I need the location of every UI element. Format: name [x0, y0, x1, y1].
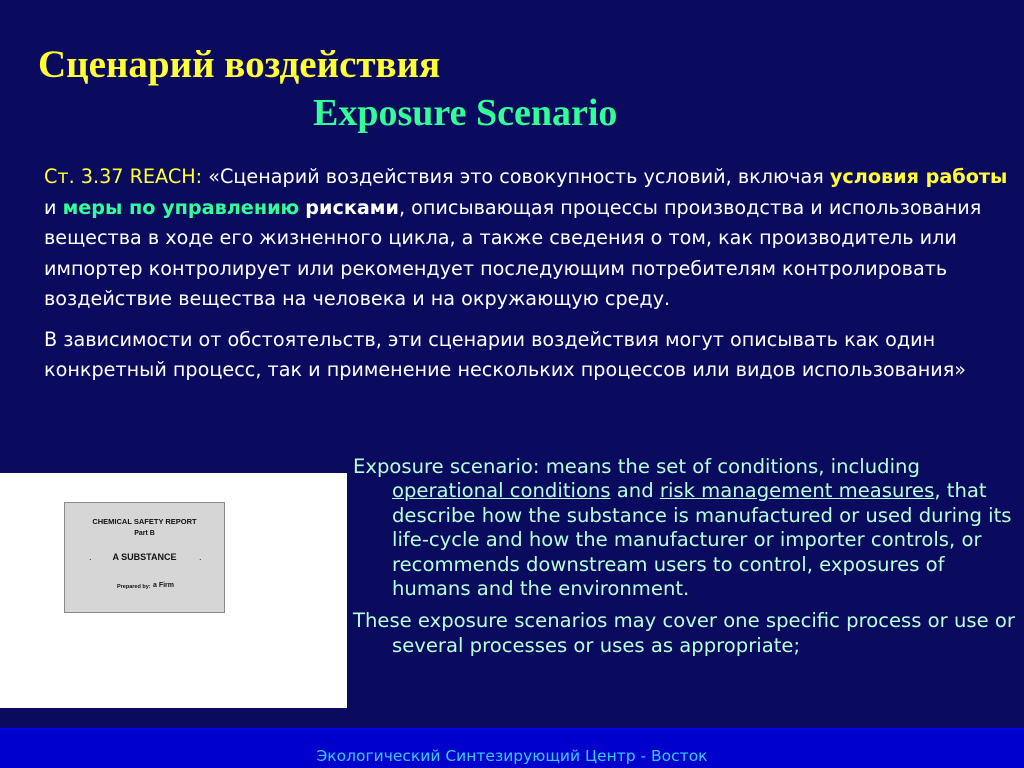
slide-title-ru: Сценарий воздействия [38, 43, 441, 86]
term-working-conditions: условия работы [829, 165, 1008, 188]
report-firm: a Firm [153, 582, 175, 589]
ru-conjunction: и [44, 195, 63, 219]
en-definition-block [353, 455, 1018, 658]
footer-org-name: Экологический Синтезирующий Центр - Восток [316, 747, 708, 765]
term-risks: рисками [305, 195, 399, 219]
operational-conditions-text: operational conditions [392, 479, 611, 503]
report-image-panel [0, 473, 347, 708]
reach-article-reference: Ст. 3.37 REACH: [44, 165, 203, 188]
footer-bar [0, 728, 1024, 768]
ru-paragraph-2: В зависимости от обстоятельств, эти сценарии воздействия могут описывать как один конкретный процесс, так и применение нескольких процессов или видов использования» [44, 327, 967, 381]
report-part: Part B [134, 530, 155, 537]
slide-title-en: Exposure Scenario [313, 92, 618, 134]
en-paragraph-2: These exposure scenarios may cover one specific process or use or several processes or uses as appropriate; [353, 609, 1015, 657]
ru-definition-intro: «Сценарий воздействия это совокупность условий, включая [202, 165, 830, 188]
en-paragraph-1: Exposure scenario: means the set of conditions, including operational conditions and risk management measures, that describe how the substance is manufactured or used during its life-cycle and how the manufacturer or importer controls, or recommends downstream users to control, exposures of humans and the environment. [353, 455, 1012, 601]
risk-management-measures-text: risk management measures [659, 479, 935, 503]
ru-paragraph-1 [44, 162, 1019, 315]
report-prepared-label: Prepared by: [117, 584, 151, 590]
report-substance: A SUBSTANCE [112, 552, 177, 562]
ru-definition-rest: , описывающая процессы производства и использования вещества в ходе его жизненного цикла, а также сведения о том, как производитель или импортер контролирует или рекомендует последующим потребителям контролировать воздействие вещества на человека и на окружающую среду. [44, 195, 982, 310]
chemical-safety-report-cover: CHEMICAL SAFETY REPORT Part B . A SUBSTANCE . Prepared by: a Firm [64, 502, 225, 613]
ru-definition-block [44, 162, 1019, 386]
term-risk-management: меры по управлению [62, 195, 300, 219]
report-title: CHEMICAL SAFETY REPORT [92, 517, 197, 526]
